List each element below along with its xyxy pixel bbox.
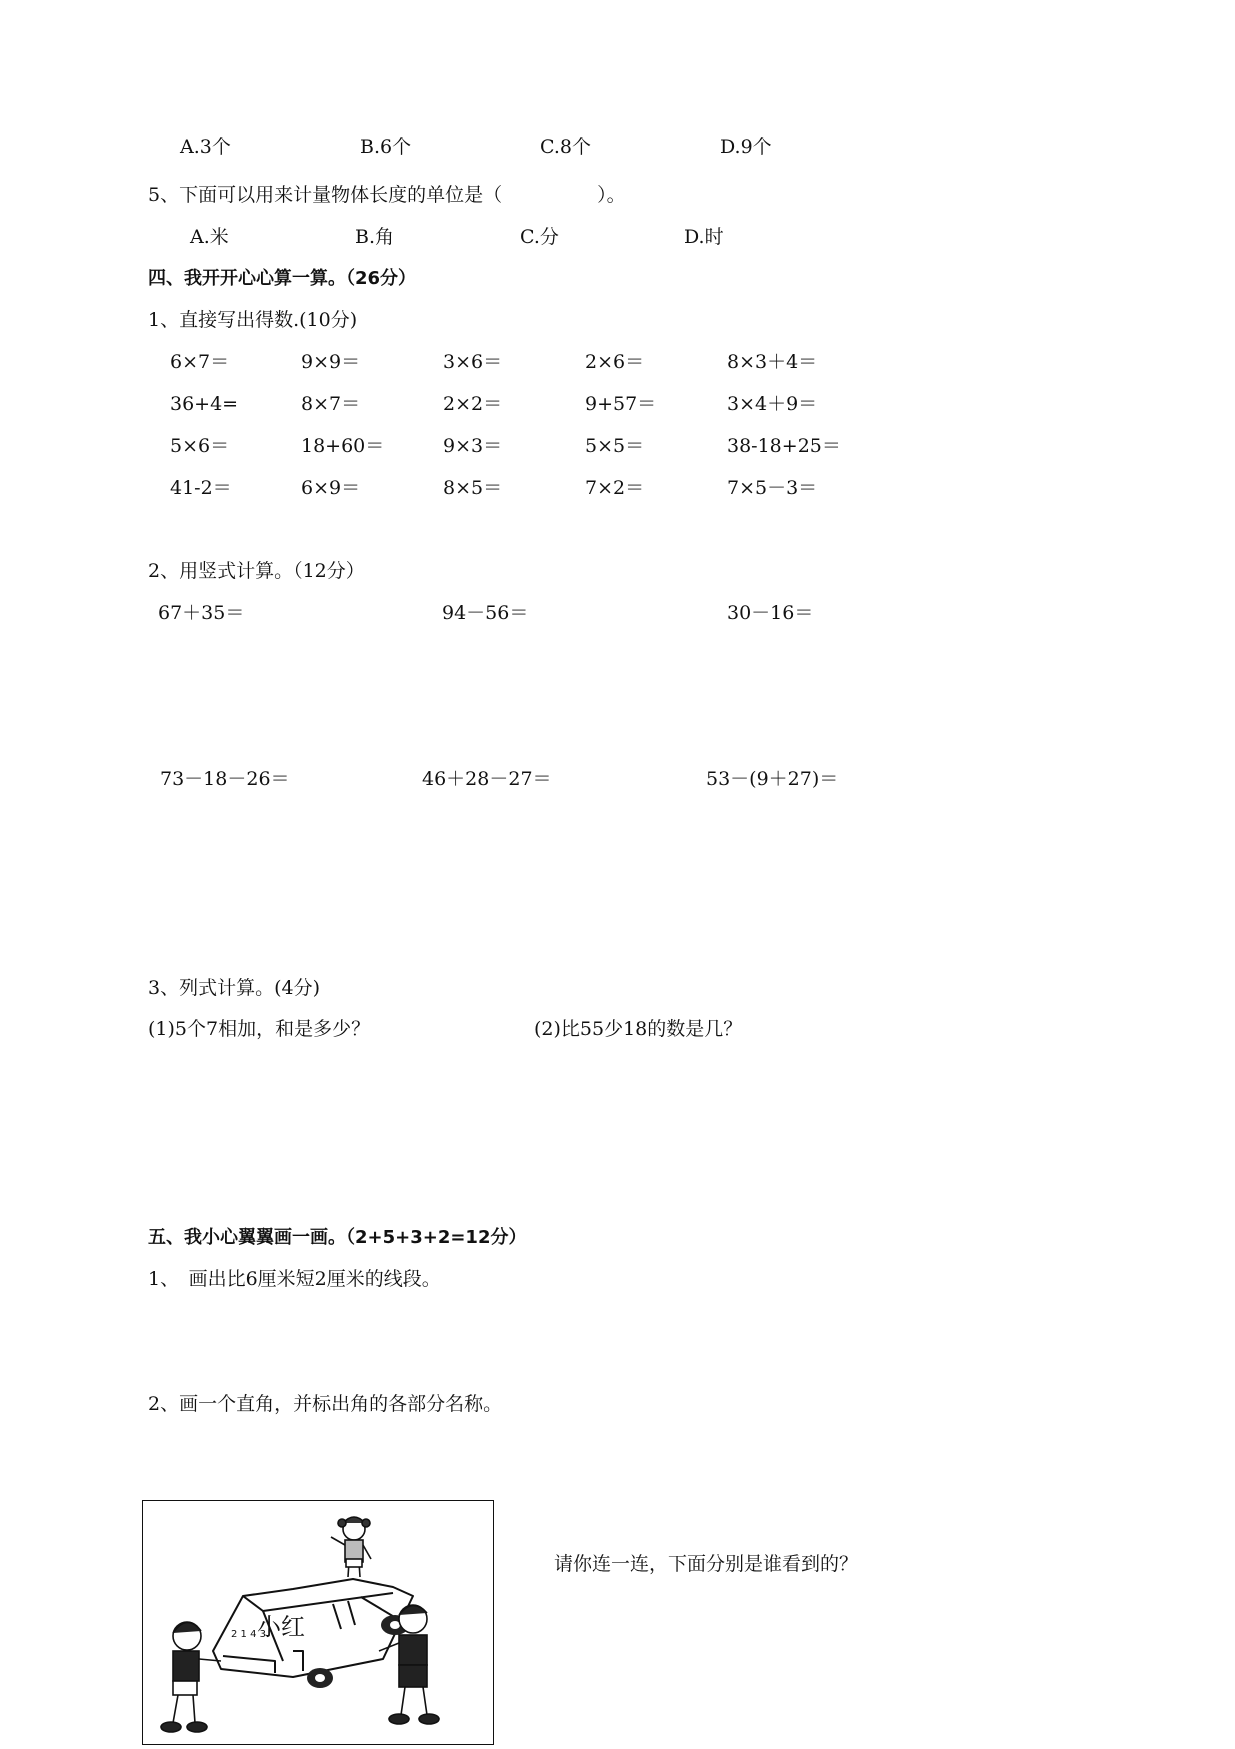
draw-question-2: 2、画一个直角，并标出角的各部分名称。: [148, 1393, 503, 1415]
part-3-title: 3、列式计算。(4分): [148, 977, 321, 999]
part-1-title: 1、直接写出得数.(10分): [148, 309, 358, 331]
calc-item: 2×2＝: [443, 393, 503, 415]
word-problem-2: (2)比55少18的数是几？: [534, 1018, 743, 1040]
calc-item: 6×7＝: [170, 351, 230, 373]
car-label: 小红: [257, 1613, 305, 1641]
draw-question-1: 1、 画出比6厘米短2厘米的线段。: [148, 1268, 441, 1290]
calc-item: 9×9＝: [301, 351, 361, 373]
calc-item: 9×3＝: [443, 435, 503, 457]
matching-prompt: 请你连一连，下面分别是谁看到的？: [554, 1553, 859, 1575]
calc-item: 3×4＋9＝: [727, 393, 818, 415]
calc-item: 41-2＝: [170, 477, 232, 499]
calc-item: 3×6＝: [443, 351, 503, 373]
q5-option-a: A.米: [190, 226, 229, 248]
vertical-calc-item: 94－56＝: [442, 602, 529, 624]
q5-stem: 5、下面可以用来计量物体长度的单位是（ ）。: [148, 184, 626, 206]
part-2-title: 2、用竖式计算。（12分）: [148, 560, 365, 582]
svg-text:2 1 4 3: 2 1 4 3: [231, 1629, 266, 1640]
calc-item: 18+60＝: [301, 435, 385, 457]
calc-item: 6×9＝: [301, 477, 361, 499]
q4-option-a: A.3个: [180, 136, 231, 158]
q4-option-b: B.6个: [360, 136, 412, 158]
calc-item: 38-18+25＝: [727, 435, 841, 457]
calc-item: 7×2＝: [585, 477, 645, 499]
q5-option-c: C.分: [520, 226, 559, 248]
vertical-calc-item: 73－18－26＝: [160, 768, 290, 790]
car-and-children-illustration: [143, 1501, 494, 1745]
vertical-calc-item: 30－16＝: [727, 602, 814, 624]
q4-option-d: D.9个: [720, 136, 772, 158]
observation-figure: [142, 1500, 494, 1745]
q5-option-b: B.角: [355, 226, 395, 248]
vertical-calc-item: 46＋28－27＝: [422, 768, 552, 790]
calc-item: 5×6＝: [170, 435, 230, 457]
calc-item: 8×3＋4＝: [727, 351, 818, 373]
calc-item: 8×7＝: [301, 393, 361, 415]
calc-item: 9+57＝: [585, 393, 657, 415]
calc-item: 5×5＝: [585, 435, 645, 457]
vertical-calc-item: 67＋35＝: [158, 602, 245, 624]
word-problem-1: (1)5个7相加，和是多少？: [148, 1018, 371, 1040]
q5-option-d: D.时: [684, 226, 724, 248]
q4-option-c: C.8个: [540, 136, 591, 158]
calc-item: 7×5－3＝: [727, 477, 818, 499]
vertical-calc-item: 53－(9＋27)＝: [706, 768, 839, 790]
calc-item: 8×5＝: [443, 477, 503, 499]
section-5-title: 五、我小心翼翼画一画。（2+5+3+2=12分）: [148, 1227, 527, 1248]
section-4-title: 四、我开开心心算一算。（26分）: [148, 268, 417, 289]
calc-item: 2×6＝: [585, 351, 645, 373]
calc-item: 36+4=: [170, 393, 239, 415]
